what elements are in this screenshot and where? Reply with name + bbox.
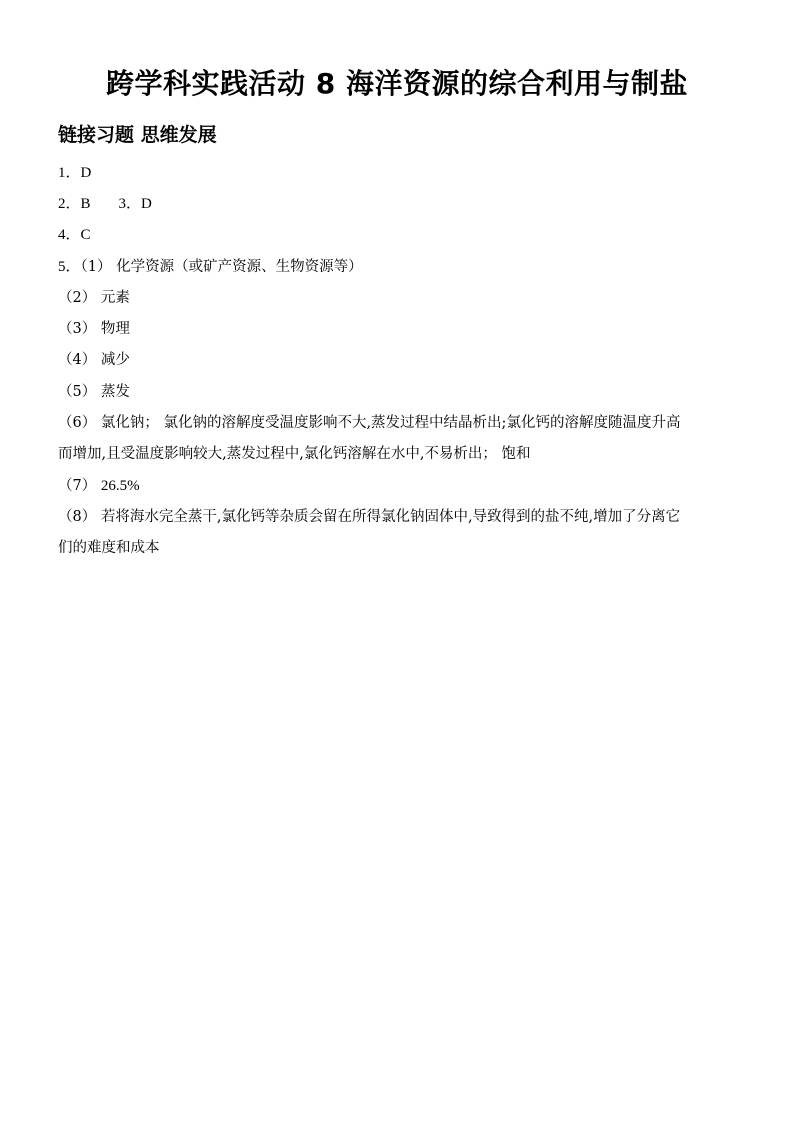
answer-text: B: [80, 196, 91, 212]
answer-text: 们的难度和成本: [58, 540, 160, 556]
answer-line-5-5: [58, 382, 130, 402]
answer-text: D: [80, 165, 92, 181]
answer-text: 元素: [100, 290, 130, 306]
answer-text: 氯化钠； 氯化钠的溶解度受温度影响不大,蒸发过程中结晶析出;氯化钙的溶解度随温度升高: [100, 415, 681, 431]
answer-line-5-6b: [58, 444, 531, 464]
answer-line-5-4: [58, 350, 130, 370]
answer-line-1: [58, 163, 91, 183]
answer-line-5-8a: [58, 507, 680, 527]
sub-number: （8）: [58, 509, 97, 525]
question-number: 3．: [118, 196, 142, 212]
answer-text: 减少: [100, 352, 130, 368]
question-number: 4．: [58, 227, 81, 243]
section-heading: 链接习题 思维发展: [58, 124, 217, 146]
page-title: 跨学科实践活动 8 海洋资源的综合利用与制盐: [106, 67, 688, 100]
sub-number: （1）: [80, 259, 112, 275]
sub-number: （2）: [58, 290, 97, 306]
answer-text: C: [80, 227, 91, 243]
answer-text: 而增加,且受温度影响较大,蒸发过程中,氯化钙溶解在水中,不易析出； 饱和: [58, 446, 531, 462]
sub-number: （7）: [58, 478, 97, 494]
question-number: 2．: [58, 196, 81, 212]
answer-line-5-7: [58, 476, 140, 496]
question-number: 5．: [58, 259, 81, 275]
answer-line-2-3: [58, 194, 152, 214]
answer-line-5-1: [58, 257, 363, 277]
answer-text: D: [141, 196, 152, 212]
answer-text: 物理: [100, 321, 130, 337]
answer-line-5-3: [58, 319, 130, 339]
answer-text: 26.5%: [100, 478, 140, 494]
sub-number: （6）: [58, 415, 97, 431]
sub-number: （5）: [58, 384, 97, 400]
answer-line-5-8b: [58, 538, 160, 558]
answer-text: 若将海水完全蒸干,氯化钙等杂质会留在所得氯化钠固体中,导致得到的盐不纯,增加了分离它: [100, 509, 681, 525]
answer-line-4: [58, 225, 91, 245]
answer-text: 蒸发: [100, 384, 130, 400]
answer-line-5-2: [58, 288, 130, 308]
sub-number: （4）: [58, 352, 97, 368]
answer-line-5-6a: [58, 413, 680, 433]
question-number: 1．: [58, 165, 81, 181]
sub-number: （3）: [58, 321, 97, 337]
answer-text: 化学资源（或矿产资源、生物资源等）: [116, 259, 363, 275]
